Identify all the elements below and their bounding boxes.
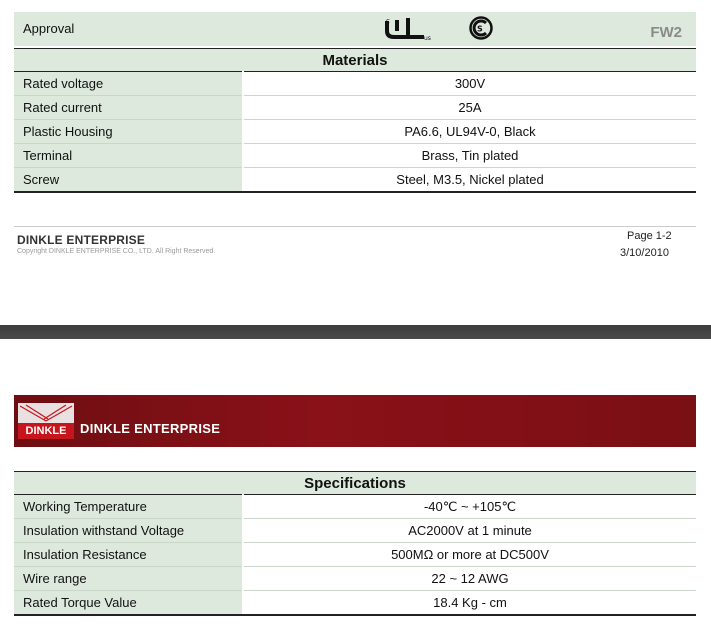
row-value: 500MΩ or more at DC500V [243,543,696,567]
row-label: Plastic Housing [14,120,243,144]
svg-text:S: S [477,24,483,34]
banner-company-name: DINKLE ENTERPRISE [80,421,221,436]
svg-text:c: c [386,17,390,25]
table-row [14,72,696,96]
page-number: Page 1-2 [627,230,672,242]
row-value: Brass, Tin plated [243,144,696,168]
specifications-table [14,471,696,616]
row-value: 18.4 Kg - cm [243,591,696,616]
svg-text:us: us [424,35,431,42]
row-label: Rated current [14,96,243,120]
logo-graphic [18,403,74,423]
row-label: Insulation withstand Voltage [14,519,243,543]
row-value: -40℃ ~ +105℃ [243,495,696,519]
footer-divider [14,226,696,227]
row-label: Screw [14,168,243,193]
row-label: Insulation Resistance [14,543,243,567]
footer-copyright: Copyright DINKLE ENTERPRISE CO., LTD. All Right Reserved. [17,248,216,255]
table-row [14,519,696,543]
row-value: AC2000V at 1 minute [243,519,696,543]
materials-title: Materials [14,49,696,72]
logo-text: DINKLE [18,423,74,439]
row-value: 300V [243,72,696,96]
table-row [14,567,696,591]
materials-table [14,48,696,193]
row-label: Terminal [14,144,243,168]
row-label: Working Temperature [14,495,243,519]
ul-recognized-icon [384,16,432,42]
row-label: Wire range [14,567,243,591]
footer-company: DINKLE ENTERPRISE [17,233,146,247]
row-label: Rated Torque Value [14,591,243,616]
table-row [14,120,696,144]
table-row [14,495,696,519]
approval-label: Approval [23,21,75,36]
approval-row [14,12,696,46]
row-value: Steel, M3.5, Nickel plated [243,168,696,193]
specifications-title: Specifications [14,472,696,495]
row-value: PA6.6, UL94V-0, Black [243,120,696,144]
row-value: 25A [243,96,696,120]
table-row [14,591,696,616]
dinkle-logo [18,403,74,439]
table-row [14,168,696,193]
table-row [14,543,696,567]
document-date: 3/10/2010 [620,247,669,259]
table-row [14,144,696,168]
page-separator [0,325,711,339]
model-code: FW2 [650,24,682,41]
company-banner [14,395,696,447]
row-value: 22 ~ 12 AWG [243,567,696,591]
row-label: Rated voltage [14,72,243,96]
table-row [14,96,696,120]
csa-icon [469,16,493,40]
